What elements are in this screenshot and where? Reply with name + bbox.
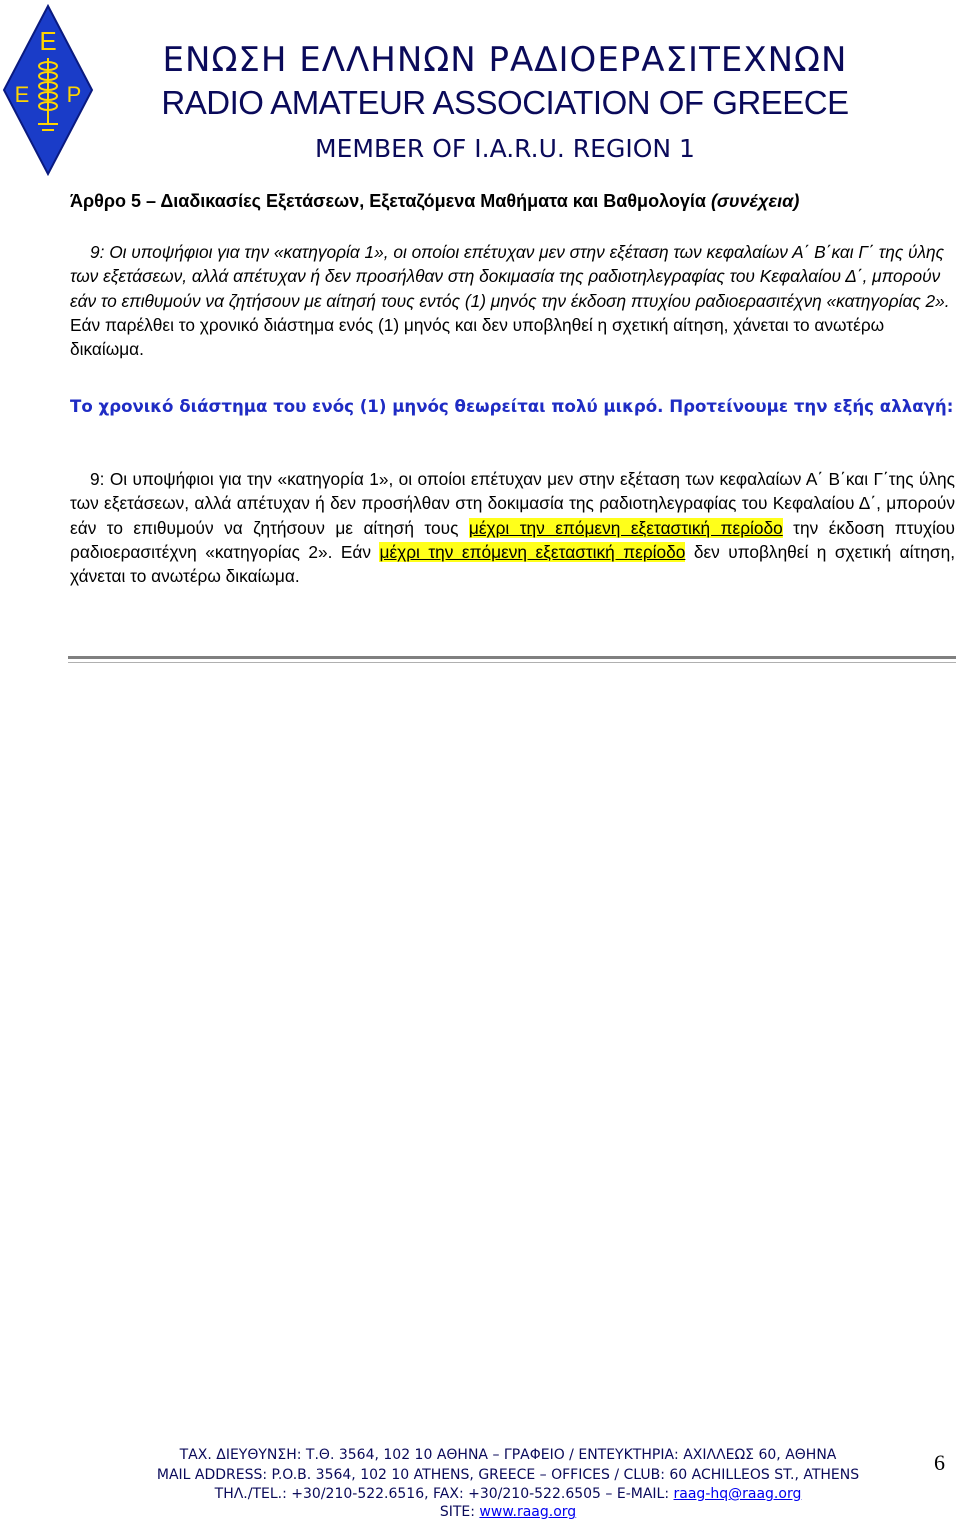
proposed-clause-paragraph [70,467,955,588]
footer-email-link[interactable]: raag-hq@raag.org [673,1486,802,1502]
article-title [70,191,799,212]
logo-letter-left: Ε [14,82,30,107]
logo-letter-top: Ε [39,26,57,56]
logo-letter-right: Ρ [66,82,82,107]
footer-phone-fax: ΤΗΛ./TEL.: +30/210-522.6516, FAX: +30/210-522.6505 – E-MAIL: [214,1486,674,1502]
footer-postal-greek: ΤΑΧ. ΔΙΕΥΘΥΝΣΗ: Τ.Θ. 3564, 102 10 ΑΘΗΝΑ – ΓΡΑΦΕΙΟ / ΕΝΤΕΥΚΤΗΡΙΑ: ΑΧΙΛΛΕΩΣ 60, ΑΘΗΝΑ [179,1447,837,1463]
highlight-next-exam-period-1: μέχρι την επόμενη εξεταστική περίοδο [468,517,783,538]
proposed-clause-part1: 9: Οι υποψήφιοι για την «κατηγορία 1», οι οποίοι επέτυχαν μεν στην εξέταση των κεφαλαίων Α΄ Β΄και Γ΄της ύλης των εξετάσεων, αλλά απέτυχαν ή δεν προσήλθαν στη δοκιμασία της ραδιοτηλεγραφίας του Κεφαλαίου Δ΄, μπορούν εάν το επιθυμούν να ζητήσουν με αίτησή τους [70,469,955,538]
footer-site-link[interactable]: www.raag.org [479,1504,577,1520]
original-clause-rest: Εάν παρέλθει το χρονικό διάστημα ενός (1) μηνός και δεν υποβληθεί η σχετική αίτηση, χάνεται το ανωτέρω δικαίωμα. [70,314,885,360]
org-name-english: RADIO AMATEUR ASSOCIATION OF GREECE [161,84,849,121]
article-title-suffix: (συνέχεια) [710,191,800,211]
footer-postal-english: MAIL ADDRESS: P.O.B. 3564, 102 10 ATHENS, GREECE – OFFICES / CLUB: 60 ACHILLEOS ST., ATHENS [156,1467,860,1483]
original-clause-paragraph [70,240,955,361]
proposed-clause-part2: την έκδοση πτυχίου ραδιοερασιτέχνη «κατηγορίας 2». Εάν [70,517,955,562]
footer-site-label: SITE: [439,1504,480,1520]
footer-contact [0,1485,960,1505]
page-number: 6 [934,1450,945,1475]
proposal-comment: Το χρονικό διάστημα του ενός (1) μηνός θεωρείται πολύ μικρό. Προτείνουμε την εξής αλλαγή: [70,397,954,416]
org-membership: MEMBER OF I.A.R.U. REGION 1 [315,134,695,163]
footer-site [0,1503,960,1523]
article-title-main: Άρθρο 5 – Διαδικασίες Εξετάσεων, Εξεταζόμενα Μαθήματα και Βαθμολογία [70,191,711,211]
highlight-next-exam-period-2: μέχρι την επόμενη εξεταστική περίοδο [379,541,686,562]
proposed-clause-part3: δεν υποβληθεί η σχετική αίτηση, χάνεται το ανωτέρω δικαίωμα. [70,541,956,587]
horizontal-divider [68,656,956,663]
original-clause-italic: 9: Οι υποψήφιοι για την «κατηγορία 1», οι οποίοι επέτυχαν μεν στην εξέταση των κεφαλαίων Α΄ Β΄και Γ΄ της ύλης των εξετάσεων, αλλά απέτυχαν ή δεν προσήλθαν στη δοκιμασία της ραδιοτηλεγραφίας του Κεφαλαίου Δ΄, μπορούν εάν το επιθυμούν να ζητήσουν με αίτησή τους εντός (1) μηνός την έκδοση πτυχίου ραδιοερασιτέχνη «κατηγορίας 2». [70,242,950,311]
org-name-greek: ΕΝΩΣΗ ΕΛΛΗΝΩΝ ΡΑΔΙΟΕΡΑΣΙΤΕΧΝΩΝ [162,40,848,80]
